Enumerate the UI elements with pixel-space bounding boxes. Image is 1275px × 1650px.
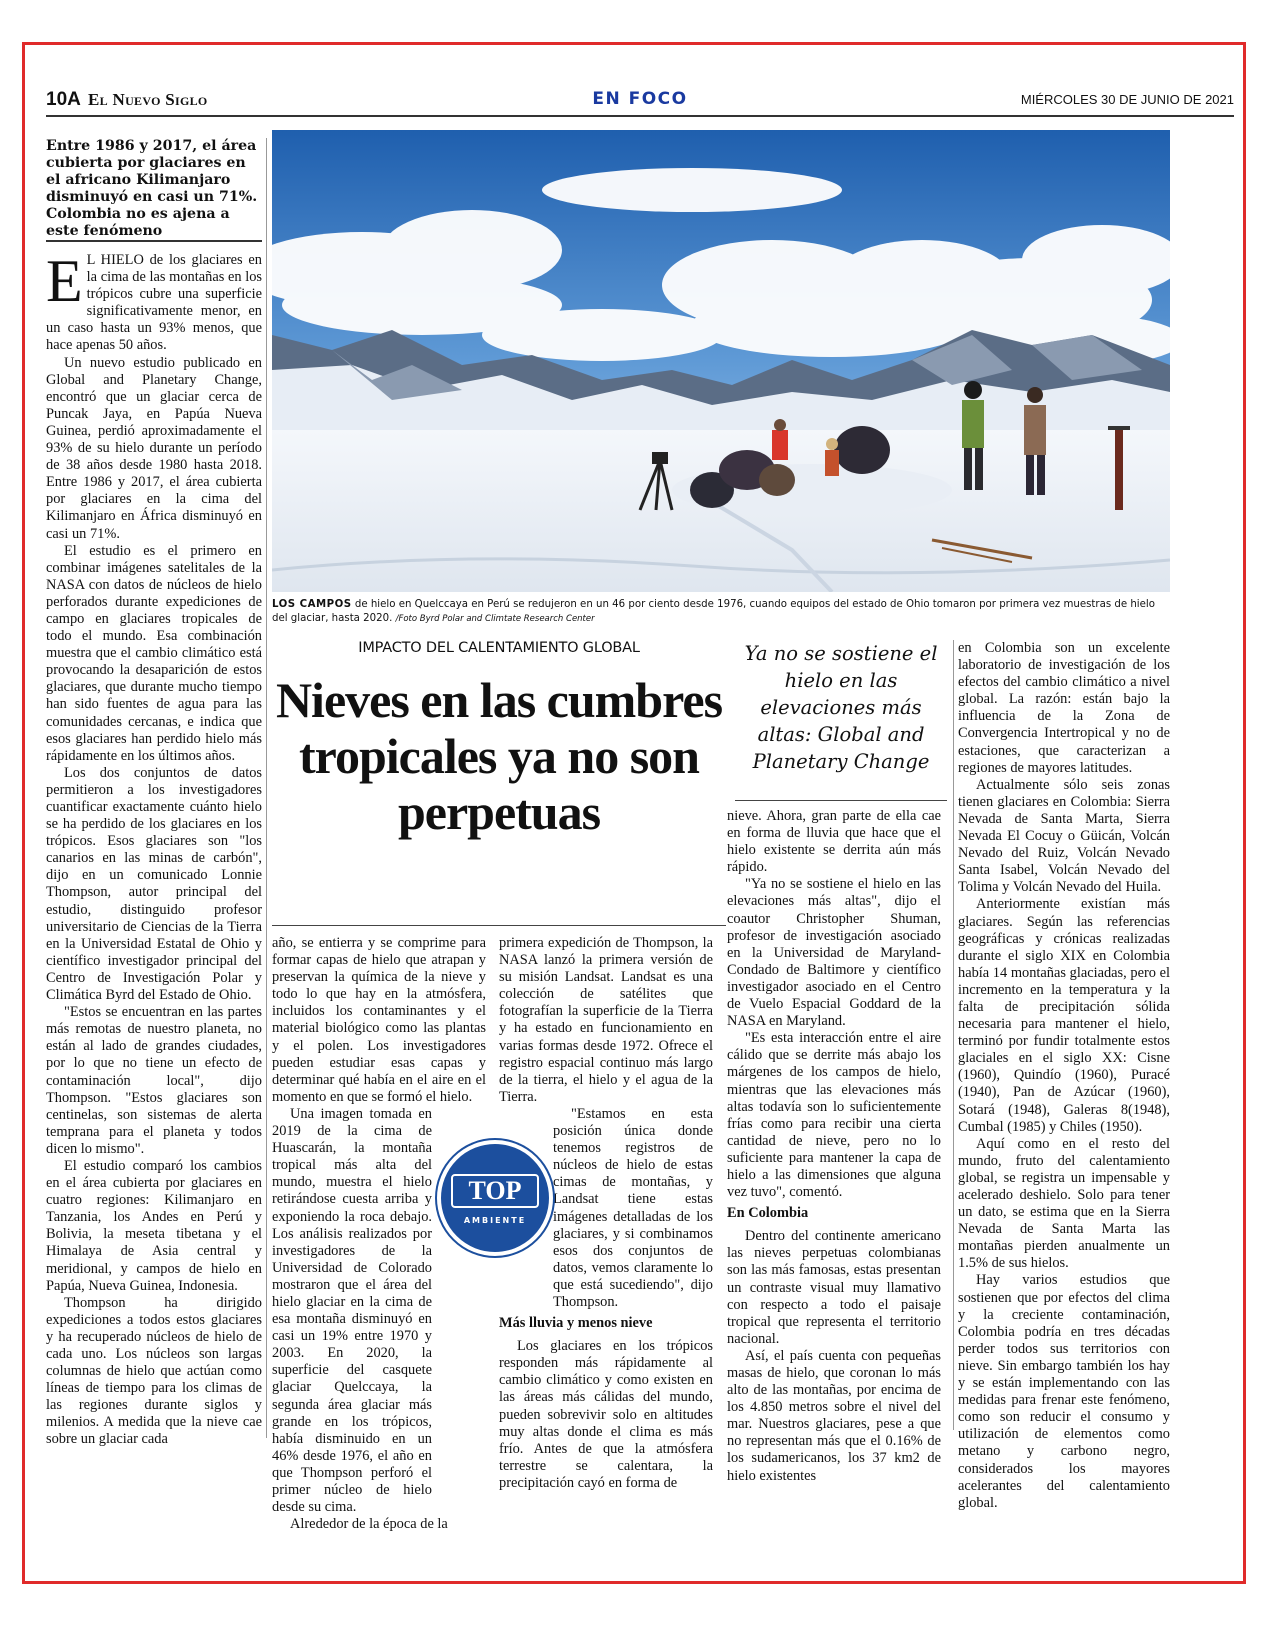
paragraph: Los dos conjuntos de datos permitieron a los investigadores cuantificar exactamente cuánto hielo se ha perdido de los glaciares en los trópicos. Esos glaciares son "los canarios en las minas de carbón", dijo en un comunicado Lonnie Thompson, autor principal del estudio, distinguido profesor universitario de Ciencias de la Tierra en la Universidad Estatal de Ohio y científico investigador principal del Centro de Investigación Polar y Climática Byrd del Estado de Ohio. — [46, 764, 262, 1004]
column-divider — [266, 138, 267, 1438]
headline-kicker: IMPACTO DEL CALENTAMIENTO GLOBAL — [358, 640, 640, 656]
paragraph: Thompson ha dirigido expediciones a todos estos glaciares y ha recuperado núcleos de hielo de cada uno. Los núcleos son largas columnas de hielo que actúan como líneas de tiempo para los climas de las regiones durante siglos y milenios. A medida que la nieve cae sobre un glaciar cada — [46, 1294, 262, 1448]
caption-lead: LOS CAMPOS — [272, 599, 352, 610]
paragraph: Así, el país cuenta con pequeñas masas de hielo, que coronan lo más alto de las montañas, por encima de los 4.850 metros sobre el nivel del mar. Nuestros glaciares, pese a que no representan más que el 0.16% de los sudamericanos, los 37 km2 de hielo existentes — [727, 1347, 941, 1484]
column-5 — [958, 640, 1170, 1512]
paragraph: Aquí como en el resto del mundo, fruto del calentamiento global, se registra un impensable y acelerado deshielo. Solo para tener un dato, se estima que en la Sierra Nevada de Santa Marta las montañas pierden anualmente un 1.5% de sus hielos. — [958, 1135, 1170, 1272]
caption-text: de hielo en Quelccaya en Perú se redujeron en un 46 por ciento desde 1976, cuando equipos del estado de Ohio tomaron por primera vez muestras de hielo del glaciar, hasta 2020. — [272, 599, 1155, 624]
paragraph: Una imagen tomada en 2019 de la cima de Huascarán, la montaña tropical más alta del mundo, muestra el hielo retirándose cuesta arriba y exponiendo la roca debajo. Los análisis realizados por investigadores de la Universidad de Colorado mostraron que el área del hielo glaciar en la cima de esa montaña disminuyó en casi un 19% entre 1970 y 2003. En 2020, la superficie del casquete glaciar Quelccaya, la segunda área glaciar más grande en los trópicos, había disminuido en un 46% desde 1976, el año en que Thompson perforó el primer núcleo de hielo desde su cima. — [272, 1105, 432, 1516]
subheading: En Colombia — [727, 1205, 809, 1222]
paragraph: en Colombia son un excelente laboratorio de investigación de los efectos del cambio climático a nivel global. La razón: están bajo la influencia de la Zona de Convergencia Intertropical y no de estaciones, que caracterizan a regiones de mayores latitudes. — [958, 640, 1170, 776]
paragraph: Dentro del continente americano las nieves perpetuas colombianas son las más famosas, estas presentan un contraste visual muy llamativo con respecto a todo el paisaje tropical que representa el territorio nacional. — [727, 1228, 941, 1347]
badge-subtitle: AMBIENTE — [463, 1216, 527, 1225]
paragraph: "Ya no se sostiene el hielo en las elevaciones más altas", dijo el coautor Christopher Shuman, profesor de investigación asociado en la Universidad de Maryland-Condado de Baltimore y científico investigador asociado en el Centro de Vuelo Espacial Goddard de la NASA en Maryland. — [727, 876, 941, 1030]
paragraph: Actualmente sólo seis zonas tienen glaciares en Colombia: Sierra Nevada de Santa Marta, Sierra Nevada El Cocuy o Güicán, Volcán Nevado del Ruiz, Volcán Nevado Santa Isabel, Volcán Nevado del Tolima y Volcán Nevado del Huila. — [958, 776, 1170, 896]
headline: Nieves en las cumbres tropicales ya no son perpetuas — [275, 672, 723, 840]
paragraph: "Estamos en esta posición única donde tenemos registros de núcleos de hielo de estas cimas de montañas, y Landsat tiene estas imágenes detalladas de los glaciares, y si combinamos esos dos conjuntos de datos, vemos claramente lo que está sucediendo", dijo Thompson. — [553, 1105, 713, 1310]
paragraph: El estudio es el primero en combinar imágenes satelitales de la NASA con datos de núcleos de hielo perforados durante expediciones de campo en glaciares tropicales de todo el mundo. Esa combinación muestra que el cambio climático está provocando la desaparición de estos glaciares, que durante mucho tiempo han sido fuentes de agua para las comunidades cercanas, e indica que esos glaciares han perdido hielo más rápidamente en los últimos años. — [46, 542, 262, 764]
paragraph: primera expedición de Thompson, la NASA lanzó la primera versión de su misión Landsat. Landsat es una colección de satélites que fotografían la superficie de la Tierra y ha estado en funcionamiento en varias formas desde 1972. Ofrece el registro espacial continuo más largo de la tierra, el hielo y el agua de la Tierra. — [499, 935, 713, 1105]
badge-title: TOP — [468, 1176, 522, 1205]
column-4 — [727, 808, 941, 1485]
paragraph: "Estos se encuentran en las partes más remotas de nuestro planeta, no están al lado de grandes ciudades, por lo que no tiene un efecto de contaminación local", dijo Thompson. "Estos glaciares son centinelas, son sistemas de alerta temprana para el planeta y todos dicen lo mismo". — [46, 1004, 262, 1157]
section-title: EN FOCO — [592, 89, 688, 109]
issue-date: MIÉRCOLES 30 DE JUNIO DE 2021 — [1020, 92, 1234, 107]
headline-divider — [272, 925, 726, 926]
column-divider — [953, 640, 954, 1430]
pull-quote-divider — [735, 800, 947, 801]
column-1 — [46, 248, 262, 1449]
paragraph: E L HIELO de los glaciares en la cima de las montañas en los trópicos cubre una superficie significativamente menor, en un caso hasta un 93% menos, que hace apenas 50 años. — [46, 248, 262, 354]
paragraph: Alrededor de la época de la — [290, 1516, 448, 1533]
paragraph: año, se entierra y se comprime para formar capas de hielo que atrapan y preservan la química de la nieve y todo lo que hay en la atmósfera, incluidos los contaminantes y el material biológico como las plantas y el polen. Los investigadores pueden estudiar esas capas y determinar qué había en el aire en el momento en que se formó el hielo. — [272, 935, 486, 1105]
paragraph: nieve. Ahora, gran parte de ella cae en forma de lluvia que hace que el hielo existente se derrita aún más rápido. — [727, 808, 941, 876]
article-lead: Entre 1986 y 2017, el área cubierta por glaciares en el africano Kilimanjaro disminuyó en casi un 71%. Colombia no es ajena a este fenómeno — [46, 138, 258, 239]
paragraph: Los glaciares en los trópicos responden más rápidamente al cambio climático y como existen en las áreas más cálidas del mundo, pueden sobrevivir solo en altitudes muy altas donde el clima es más frío. Antes de que la atmósfera terrestre se calentara, la precipitación cayó en forma de — [499, 1338, 713, 1491]
paragraph: "Es esta interacción entre el aire cálido que se derrite más abajo los márgenes de los campos de hielo, mientras que las elevaciones más altas todavía son lo suficientemente frías como para recibir una cierta cantidad de nieve, pero no lo suficiente para mantener la capa de hielo a las dimensiones que alguna vez tuvo", comentó. — [727, 1030, 941, 1201]
drop-cap: E — [46, 248, 83, 314]
page-number: 10A — [46, 89, 81, 110]
photo-caption — [272, 598, 1170, 626]
page-header — [46, 89, 1234, 117]
paragraph: Anteriormente existían más glaciares. Según las referencias geográficas y crónicas realizadas durante el siglo XIX en Colombia había 14 montañas glaciadas, pero el incremento en la temperatura y la falta de precipitación sólida necesaria para mantener el hielo, terminó por fundir totalmente estos glaciales en el siglo XX: Cisne (1960), Quindío (1960), Puracé (1940), Pan de Azúcar (1960), Sotará (1948), Galeras 8(1948), Cumbal (1985) y Chiles (1950). — [958, 896, 1170, 1135]
glacier-photo — [272, 130, 1170, 592]
pull-quote: Ya no se sostiene el hielo en las elevaciones más altas: Global and Planetary Change — [744, 642, 938, 773]
subheading: Más lluvia y menos nieve — [499, 1315, 653, 1332]
paragraph: El estudio comparó los cambios en el área cubierta por glaciares en cuatro regiones: Kilimanjaro en Tanzania, los Andes en Perú y Bolivia, la meseta tibetana y el Himalaya de Asia central y meridional, y campos de hielo en Papúa, Nueva Guinea, Indonesia. — [46, 1157, 262, 1294]
photo-credit: /Foto Byrd Polar and Climtate Research Center — [395, 614, 595, 624]
newspaper-name: El Nuevo Siglo — [88, 90, 208, 109]
lead-divider — [46, 240, 262, 242]
paragraph: Hay varios estudios que sostienen que por efectos del clima y la creciente contaminación, Colombia podría en tres décadas perder todos sus territorios con nieve. Sin embargo también los hay y se están implementando con las medidas para frenar este fenómeno, como son reducir el consumo y utilización de elementos como metano y carbono negro, considerados los mayores acelerantes del calentamiento global. — [958, 1272, 1170, 1511]
top-ambiente-badge — [437, 1140, 553, 1256]
paragraph: Un nuevo estudio publicado en Global and Planetary Change, encontró que un glaciar cerca de Puncak Jaya, en Papúa Nueva Guinea, perdió aproximadamente el 93% de su hielo durante un período de 38 años desde 1980 hasta 2018. Entre 1986 y 2017, el área cubierta por glaciares en la cima del Kilimanjaro en África disminuyó en casi un 71%. — [46, 354, 262, 542]
